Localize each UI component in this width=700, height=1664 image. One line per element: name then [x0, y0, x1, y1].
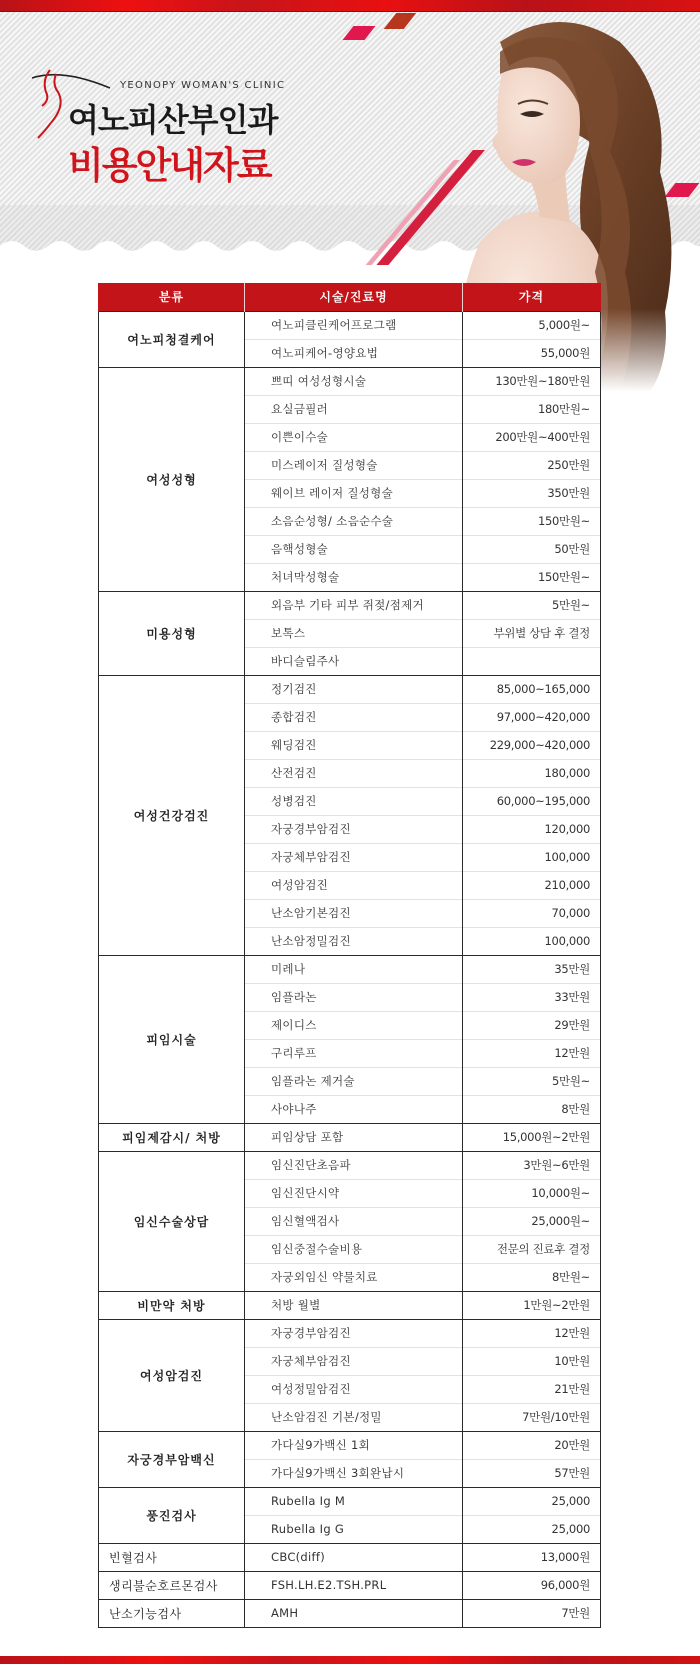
table-row	[99, 675, 601, 703]
price-cell: 85,000~165,000	[463, 675, 601, 703]
procedure-name-cell: 자궁외임신 약물치료	[245, 1263, 463, 1291]
price-cell: 25,000	[463, 1487, 601, 1515]
price-cell: 10만원	[463, 1347, 601, 1375]
clinic-name-ko: 여노피산부인과	[68, 101, 278, 139]
procedure-name-cell: 자궁체부암검진	[245, 843, 463, 871]
procedure-name-cell: 난소암검진 기본/정밀	[245, 1403, 463, 1431]
procedure-name-cell: 피임상담 포함	[245, 1123, 463, 1151]
procedure-name-cell: 이쁜이수술	[245, 423, 463, 451]
price-cell: 10,000원~	[463, 1179, 601, 1207]
category-cell: 여노피청결케어	[99, 311, 245, 367]
clinic-name-en: YEONOPY WOMAN'S CLINIC	[120, 80, 286, 91]
price-cell: 1만원~2만원	[463, 1291, 601, 1319]
price-cell: 12만원	[463, 1319, 601, 1347]
category-cell: 여성성형	[99, 367, 245, 591]
procedure-name-cell: 처녀막성형술	[245, 563, 463, 591]
price-cell: 130만원~180만원	[463, 367, 601, 395]
table-row	[99, 1543, 601, 1571]
price-cell: 100,000	[463, 927, 601, 955]
price-cell: 7만원/10만원	[463, 1403, 601, 1431]
table-row	[99, 367, 601, 395]
procedure-name-cell: 웨딩검진	[245, 731, 463, 759]
price-cell: 180,000	[463, 759, 601, 787]
price-cell: 150만원~	[463, 563, 601, 591]
price-cell: 55,000원	[463, 339, 601, 367]
procedure-name-cell: 난소암정밀검진	[245, 927, 463, 955]
table-row	[99, 1319, 601, 1347]
procedure-name-cell: 미레나	[245, 955, 463, 983]
table-body	[99, 311, 601, 1627]
table-header-row	[99, 283, 601, 311]
procedure-name-cell: 자궁경부암검진	[245, 1319, 463, 1347]
column-header-category: 분류	[99, 283, 245, 311]
procedure-name-cell: 정기검진	[245, 675, 463, 703]
price-cell: 60,000~195,000	[463, 787, 601, 815]
price-cell: 5만원~	[463, 1067, 601, 1095]
procedure-name-cell: 외음부 기타 피부 쥐젖/점제거	[245, 591, 463, 619]
category-cell: 빈혈검사	[99, 1543, 245, 1571]
category-cell: 비만약 처방	[99, 1291, 245, 1319]
price-cell: 250만원	[463, 451, 601, 479]
procedure-name-cell: 구리루프	[245, 1039, 463, 1067]
table-row	[99, 1431, 601, 1459]
price-cell: 29만원	[463, 1011, 601, 1039]
category-cell: 피임시술	[99, 955, 245, 1123]
price-cell: 8만원~	[463, 1263, 601, 1291]
price-cell: 8만원	[463, 1095, 601, 1123]
procedure-name-cell: FSH.LH.E2.TSH.PRL	[245, 1571, 463, 1599]
bottom-accent-bar	[0, 1656, 700, 1664]
price-cell: 150만원~	[463, 507, 601, 535]
price-cell: 33만원	[463, 983, 601, 1011]
price-table	[98, 283, 601, 1628]
category-cell: 풍진검사	[99, 1487, 245, 1543]
price-cell: 12만원	[463, 1039, 601, 1067]
procedure-name-cell: 임플라논 제거술	[245, 1067, 463, 1095]
price-cell: 57만원	[463, 1459, 601, 1487]
price-cell: 50만원	[463, 535, 601, 563]
procedure-name-cell: 자궁체부암검진	[245, 1347, 463, 1375]
price-cell: 210,000	[463, 871, 601, 899]
category-cell: 난소기능검사	[99, 1599, 245, 1627]
procedure-name-cell: 임신진단초음파	[245, 1151, 463, 1179]
price-cell: 25,000원~	[463, 1207, 601, 1235]
procedure-name-cell: 사야나주	[245, 1095, 463, 1123]
procedure-name-cell: 여성정밀암검진	[245, 1375, 463, 1403]
procedure-name-cell: 임신중절수술비용	[245, 1235, 463, 1263]
procedure-name-cell: 가다실9가백신 3회완납시	[245, 1459, 463, 1487]
procedure-name-cell: 가다실9가백신 1회	[245, 1431, 463, 1459]
table-row	[99, 1599, 601, 1627]
price-cell: 15,000원~2만원	[463, 1123, 601, 1151]
price-cell: 20만원	[463, 1431, 601, 1459]
decor-stripe-pink-top	[343, 26, 376, 40]
table-row	[99, 1291, 601, 1319]
table-row	[99, 1571, 601, 1599]
price-cell: 7만원	[463, 1599, 601, 1627]
price-cell: 13,000원	[463, 1543, 601, 1571]
procedure-name-cell: 미스레이저 질성형술	[245, 451, 463, 479]
category-cell: 여성암검진	[99, 1319, 245, 1431]
price-cell: 5,000원~	[463, 311, 601, 339]
category-cell: 미용성형	[99, 591, 245, 675]
table-row	[99, 1123, 601, 1151]
procedure-name-cell: 여성암검진	[245, 871, 463, 899]
procedure-name-cell: AMH	[245, 1599, 463, 1627]
procedure-name-cell: 산전검진	[245, 759, 463, 787]
procedure-name-cell: 종합검진	[245, 703, 463, 731]
price-cell: 97,000~420,000	[463, 703, 601, 731]
price-cell: 3만원~6만원	[463, 1151, 601, 1179]
price-cell: 전문의 진료후 결정	[463, 1235, 601, 1263]
table-row	[99, 591, 601, 619]
procedure-name-cell: 임신진단시약	[245, 1179, 463, 1207]
price-cell: 100,000	[463, 843, 601, 871]
procedure-name-cell: 난소암기본검진	[245, 899, 463, 927]
procedure-name-cell: CBC(diff)	[245, 1543, 463, 1571]
procedure-name-cell: 소음순성형/ 소음순수술	[245, 507, 463, 535]
procedure-name-cell: Rubella Ig G	[245, 1515, 463, 1543]
category-cell: 생리불순호르몬검사	[99, 1571, 245, 1599]
table-row	[99, 1151, 601, 1179]
procedure-name-cell: 임플라논	[245, 983, 463, 1011]
procedure-name-cell: 제이디스	[245, 1011, 463, 1039]
top-accent-bar	[0, 0, 700, 12]
column-header-procedure: 시술/진료명	[245, 283, 463, 311]
price-cell: 70,000	[463, 899, 601, 927]
price-cell: 25,000	[463, 1515, 601, 1543]
decor-stripe-orange-top	[384, 13, 417, 29]
price-cell: 200만원~400만원	[463, 423, 601, 451]
table-row	[99, 955, 601, 983]
procedure-name-cell: 웨이브 레이저 질성형술	[245, 479, 463, 507]
price-cell: 21만원	[463, 1375, 601, 1403]
document-title: 비용안내자료	[68, 144, 271, 187]
procedure-name-cell: 성병검진	[245, 787, 463, 815]
procedure-name-cell: 쁘띠 여성성형시술	[245, 367, 463, 395]
price-cell: 229,000~420,000	[463, 731, 601, 759]
procedure-name-cell: 여노피클린케어프로그램	[245, 311, 463, 339]
category-cell: 피임제감시/ 처방	[99, 1123, 245, 1151]
category-cell: 여성건강검진	[99, 675, 245, 955]
table-row	[99, 1487, 601, 1515]
price-cell: 180만원~	[463, 395, 601, 423]
procedure-name-cell: 임신혈액검사	[245, 1207, 463, 1235]
price-cell: 120,000	[463, 815, 601, 843]
category-cell: 자궁경부암백신	[99, 1431, 245, 1487]
price-cell: 5만원~	[463, 591, 601, 619]
category-cell: 임신수술상담	[99, 1151, 245, 1291]
column-header-price: 가격	[463, 283, 601, 311]
price-cell	[463, 647, 601, 675]
procedure-name-cell: 요실금필러	[245, 395, 463, 423]
price-cell: 35만원	[463, 955, 601, 983]
procedure-name-cell: 여노피케어-영양요법	[245, 339, 463, 367]
procedure-name-cell: Rubella Ig M	[245, 1487, 463, 1515]
price-cell: 부위별 상담 후 결정	[463, 619, 601, 647]
procedure-name-cell: 처방 월별	[245, 1291, 463, 1319]
procedure-name-cell: 보톡스	[245, 619, 463, 647]
price-cell: 350만원	[463, 479, 601, 507]
procedure-name-cell: 바디슬림주사	[245, 647, 463, 675]
procedure-name-cell: 자궁경부암검진	[245, 815, 463, 843]
table-row	[99, 311, 601, 339]
procedure-name-cell: 음핵성형술	[245, 535, 463, 563]
price-cell: 96,000원	[463, 1571, 601, 1599]
